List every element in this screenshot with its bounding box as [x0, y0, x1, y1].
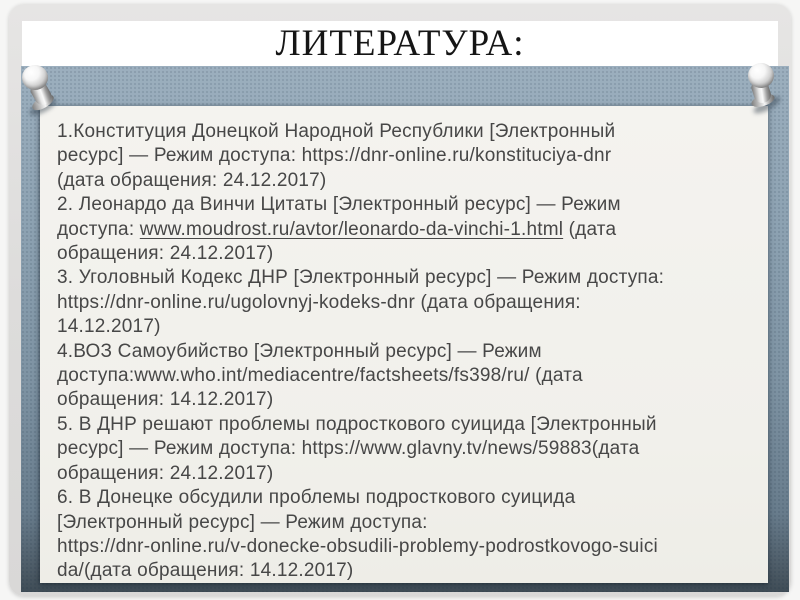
- reference-line: ресурс] — Режим доступа: https://www.glavny.tv/news/59883(дата: [57, 438, 640, 460]
- slide-title: ЛИТЕРАТУРА:: [275, 23, 525, 64]
- push-pin-icon: [20, 64, 68, 116]
- reference-line: обращения: 24.12.2017): [57, 462, 274, 484]
- slide-frame: [9, 4, 791, 596]
- reference-line: https://dnr-online.ru/v-donecke-obsudili-problemy-podrostkovogo-suici: [57, 535, 658, 557]
- reference-line: доступа:www.who.int/mediacentre/factsheets/fs398/ru/ (дата: [57, 365, 583, 387]
- reference-line-text: доступа:: [57, 218, 140, 240]
- push-pin-icon: [740, 62, 788, 114]
- reference-line: ресурс] — Режим доступа: https://dnr-online.ru/konstituciya-dnr: [57, 145, 612, 167]
- reference-line: обращения: 24.12.2017): [57, 243, 274, 265]
- reference-line: 3. Уголовный Кодекс ДНР [Электронный ресурс] — Режим доступа:: [57, 267, 665, 289]
- reference-line: [Электронный ресурс] — Режим доступа:: [57, 511, 428, 533]
- reference-line: 2. Леонардо да Винчи Цитаты [Электронный ресурс] — Режим: [57, 194, 621, 216]
- reference-line: 14.12.2017): [57, 316, 161, 338]
- reference-line: 6. В Донецке обсудили проблемы подросткового суицида: [57, 487, 576, 509]
- reference-line: 5. В ДНР решают проблемы подросткового суицида [Электронный: [57, 413, 657, 435]
- reference-line: da/(дата обращения: 14.12.2017): [57, 560, 354, 582]
- reference-line-text: (дата: [563, 218, 617, 240]
- pin-head: [748, 63, 774, 88]
- title-band: [22, 21, 778, 66]
- reference-line: (дата обращения: 24.12.2017): [57, 169, 327, 191]
- reference-line: https://dnr-online.ru/ugolovnyj-kodeks-dnr (дата обращения:: [57, 291, 581, 313]
- paper-sheet: [40, 106, 768, 583]
- reference-hyperlink[interactable]: www.moudrost.ru/avtor/leonardo-da-vinchi-1.html: [139, 218, 564, 240]
- reference-line: 1.Конституция Донецкой Народной Республики [Электронный: [57, 121, 616, 142]
- reference-line: 4.ВОЗ Самоубийство [Электронный ресурс] — Режим: [57, 340, 542, 362]
- reference-line: обращения: 14.12.2017): [57, 389, 274, 411]
- pin-head: [22, 65, 48, 90]
- references-text: [40, 106, 768, 584]
- reference-line: [57, 218, 760, 242]
- pinboard-background: [21, 66, 789, 592]
